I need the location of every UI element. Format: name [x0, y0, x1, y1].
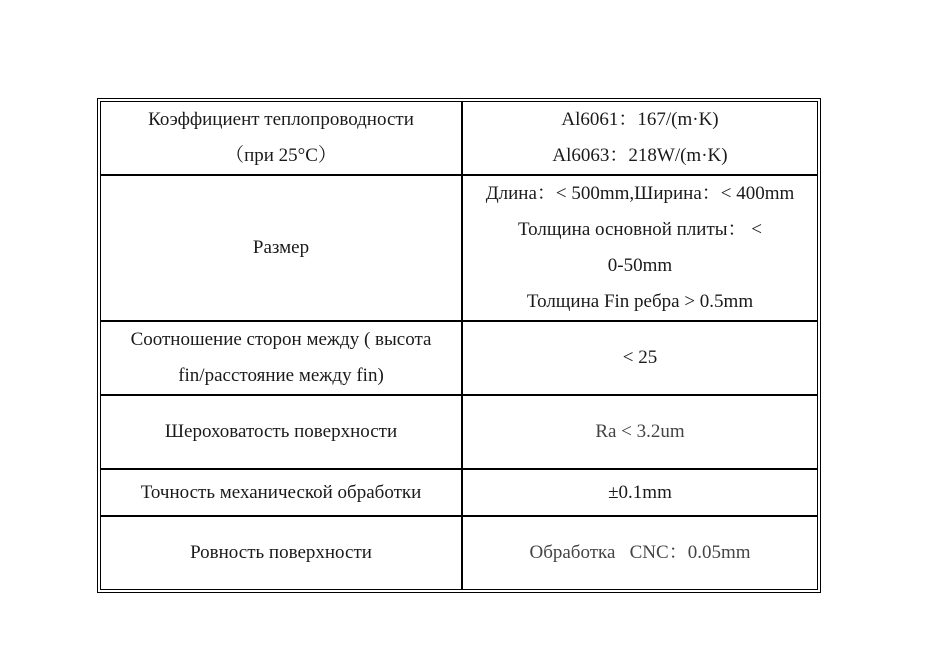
table-row [100, 516, 818, 590]
table-row [100, 395, 818, 469]
value-line: Ra < 3.2um [595, 421, 685, 442]
table-row [100, 175, 818, 321]
row-label-aspect-ratio [100, 321, 462, 395]
spec-table [97, 98, 821, 593]
label-line: Ровность поверхности [190, 542, 372, 563]
row-label-surface-roughness [100, 395, 462, 469]
label-line: fin/расстояние между fin) [178, 365, 384, 386]
value-line: Длина：< 500mm,Ширина：< 400mm [485, 183, 795, 204]
table-row [100, 469, 818, 516]
table-row [100, 321, 818, 395]
label-line: Соотношение сторон между ( высота [130, 329, 432, 350]
label-line: Размер [252, 237, 310, 258]
table-row [100, 101, 818, 175]
value-line: Обработка CNC：0.05mm [529, 542, 751, 563]
value-line: Al6063：218W/(m·K) [552, 145, 728, 166]
value-line: Толщина основной плиты： < [517, 219, 763, 240]
label-line: Точность механической обработки [140, 481, 422, 503]
value-line: 0-50mm [607, 255, 673, 276]
row-label-surface-flatness [100, 516, 462, 590]
row-label-machining-accuracy [100, 469, 462, 516]
label-line: Шероховатость поверхности [164, 421, 398, 442]
row-value-size [462, 175, 818, 321]
row-value-machining-accuracy [462, 469, 818, 516]
value-line: < 25 [622, 347, 658, 368]
row-value-aspect-ratio [462, 321, 818, 395]
label-line: Коэффициент теплопроводности [148, 109, 414, 130]
label-line: （при 25°C） [225, 145, 337, 166]
row-label-size [100, 175, 462, 321]
value-line: Al6061：167/(m·K) [561, 109, 719, 130]
row-value-thermal-conductivity [462, 101, 818, 175]
value-line: ±0.1mm [608, 481, 672, 503]
row-label-thermal-conductivity [100, 101, 462, 175]
value-line: Толщина Fin ребра > 0.5mm [526, 291, 754, 312]
row-value-surface-flatness [462, 516, 818, 590]
row-value-surface-roughness [462, 395, 818, 469]
